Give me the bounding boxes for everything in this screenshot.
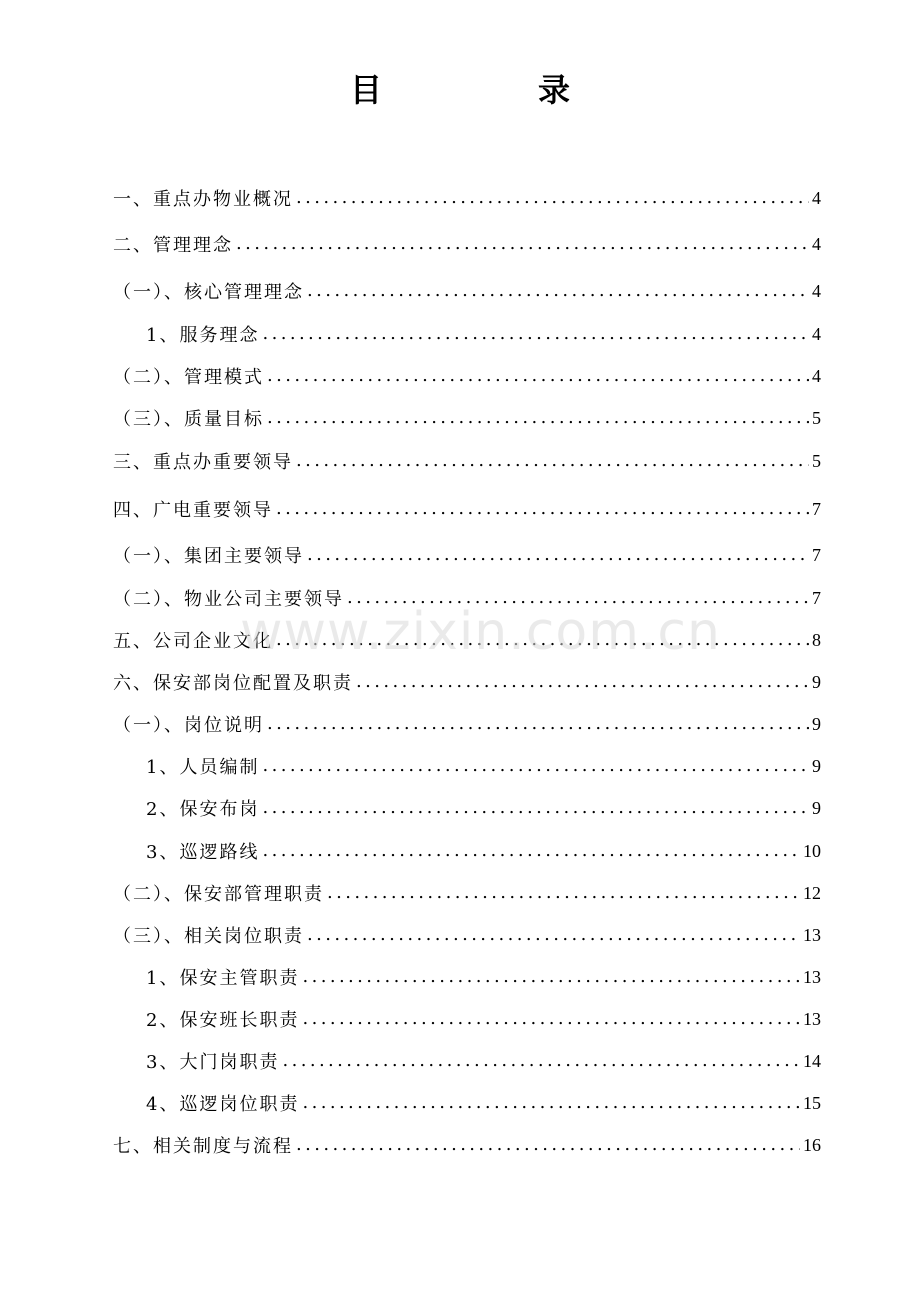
- toc-leader-dots: [276, 628, 809, 652]
- toc-entry-page-number: 4: [812, 280, 821, 301]
- toc-entry-page-number: 7: [812, 544, 821, 565]
- toc-entry-label: 六、保安部岗位配置及职责: [113, 673, 353, 694]
- toc-entry[interactable]: [113, 704, 821, 744]
- toc-entry-label: （二）、管理模式: [113, 367, 264, 388]
- toc-entry[interactable]: [146, 746, 821, 786]
- toc-entry[interactable]: [146, 957, 821, 997]
- toc-entry[interactable]: [113, 535, 821, 575]
- toc-entry-label: 二、管理理念: [113, 235, 233, 256]
- toc-entry[interactable]: [113, 873, 821, 913]
- toc-entry-page-number: 8: [812, 629, 821, 650]
- toc-leader-dots: [296, 1133, 800, 1157]
- toc-leader-dots: [296, 186, 809, 210]
- toc-entry[interactable]: [113, 224, 821, 264]
- toc-entry-page-number: 15: [803, 1092, 821, 1113]
- toc-entry-label: 3、大门岗职责: [146, 1052, 280, 1073]
- toc-leader-dots: [302, 1007, 800, 1031]
- toc-entry-page-number: 13: [803, 966, 821, 987]
- toc-leader-dots: [267, 712, 809, 736]
- toc-leader-dots: [236, 232, 809, 256]
- toc-entry[interactable]: [113, 398, 821, 438]
- toc-entry[interactable]: [113, 662, 821, 702]
- toc-leader-dots: [267, 406, 809, 430]
- toc-entry-label: 4、巡逻岗位职责: [146, 1094, 300, 1115]
- toc-entry[interactable]: [113, 1125, 821, 1165]
- toc-entry[interactable]: [113, 271, 821, 311]
- toc-entry-label: 五、公司企业文化: [113, 631, 273, 652]
- toc-leader-dots: [262, 796, 809, 820]
- toc-entry-page-number: 10: [803, 840, 821, 861]
- toc-leader-dots: [267, 364, 809, 388]
- toc-entry-label: （三）、质量目标: [113, 409, 264, 430]
- toc-entry[interactable]: [146, 314, 821, 354]
- toc-leader-dots: [262, 839, 800, 863]
- toc-entry-label: 一、重点办物业概况: [113, 189, 293, 210]
- toc-leader-dots: [296, 449, 809, 473]
- toc-leader-dots: [307, 279, 809, 303]
- toc-entry-page-number: 4: [812, 323, 821, 344]
- toc-leader-dots: [347, 586, 809, 610]
- toc-entry-label: （二）、保安部管理职责: [113, 884, 324, 905]
- toc-leader-dots: [262, 754, 809, 778]
- toc-entry[interactable]: [113, 441, 821, 481]
- toc-entry-label: 2、保安布岗: [146, 799, 260, 820]
- toc-entry-page-number: 16: [803, 1134, 821, 1155]
- watermark: www.zixin.com.cn: [240, 602, 721, 662]
- toc-entry-label: 3、巡逻路线: [146, 842, 260, 863]
- toc-leader-dots: [302, 965, 800, 989]
- toc-entry-page-number: 4: [812, 365, 821, 386]
- page-title: 目 录: [349, 71, 632, 109]
- toc-leader-dots: [282, 1049, 800, 1073]
- toc-entry-label: 四、广电重要领导: [113, 500, 273, 521]
- toc-entry-page-number: 13: [803, 1008, 821, 1029]
- toc-entry[interactable]: [146, 788, 821, 828]
- toc-entry[interactable]: [113, 620, 821, 660]
- toc-entry-label: 1、保安主管职责: [146, 968, 300, 989]
- toc-entry-label: 1、服务理念: [146, 325, 260, 346]
- toc-entry-label: （一）、核心管理理念: [113, 282, 304, 303]
- toc-entry-label: 1、人员编制: [146, 757, 260, 778]
- toc-entry-page-number: 9: [812, 755, 821, 776]
- toc-entry-page-number: 9: [812, 797, 821, 818]
- toc-leader-dots: [262, 322, 809, 346]
- toc-leader-dots: [327, 881, 800, 905]
- toc-entry[interactable]: [146, 999, 821, 1039]
- toc-leader-dots: [356, 670, 809, 694]
- toc-entry-page-number: 4: [812, 187, 821, 208]
- toc-entry-page-number: 5: [812, 407, 821, 428]
- toc-entry-label: 2、保安班长职责: [146, 1010, 300, 1031]
- toc-entry-page-number: 13: [803, 924, 821, 945]
- toc-entry-page-number: 4: [812, 233, 821, 254]
- toc-entry[interactable]: [146, 1083, 821, 1123]
- toc-leader-dots: [307, 543, 809, 567]
- toc-entry[interactable]: [146, 1041, 821, 1081]
- toc-entry[interactable]: [113, 915, 821, 955]
- toc-entry[interactable]: [146, 831, 821, 871]
- toc-entry-page-number: 7: [812, 498, 821, 519]
- toc-entry-label: （一）、集团主要领导: [113, 546, 304, 567]
- toc-entry-label: （一）、岗位说明: [113, 715, 264, 736]
- toc-entry[interactable]: [113, 578, 821, 618]
- toc-entry-label: （三）、相关岗位职责: [113, 926, 304, 947]
- toc-entry-label: 三、重点办重要领导: [113, 452, 293, 473]
- toc-entry-page-number: 9: [812, 713, 821, 734]
- toc-entry-page-number: 14: [803, 1050, 821, 1071]
- toc-entry[interactable]: [113, 489, 821, 529]
- toc-entry-page-number: 5: [812, 450, 821, 471]
- toc-entry[interactable]: [113, 178, 821, 218]
- toc-leader-dots: [302, 1091, 800, 1115]
- toc-leader-dots: [276, 497, 809, 521]
- toc-entry-page-number: 9: [812, 671, 821, 692]
- toc-entry[interactable]: [113, 356, 821, 396]
- toc-entry-label: 七、相关制度与流程: [113, 1136, 293, 1157]
- toc-entry-label: （二）、物业公司主要领导: [113, 589, 344, 610]
- toc-leader-dots: [307, 923, 800, 947]
- toc-entry-page-number: 12: [803, 882, 821, 903]
- toc-entry-page-number: 7: [812, 587, 821, 608]
